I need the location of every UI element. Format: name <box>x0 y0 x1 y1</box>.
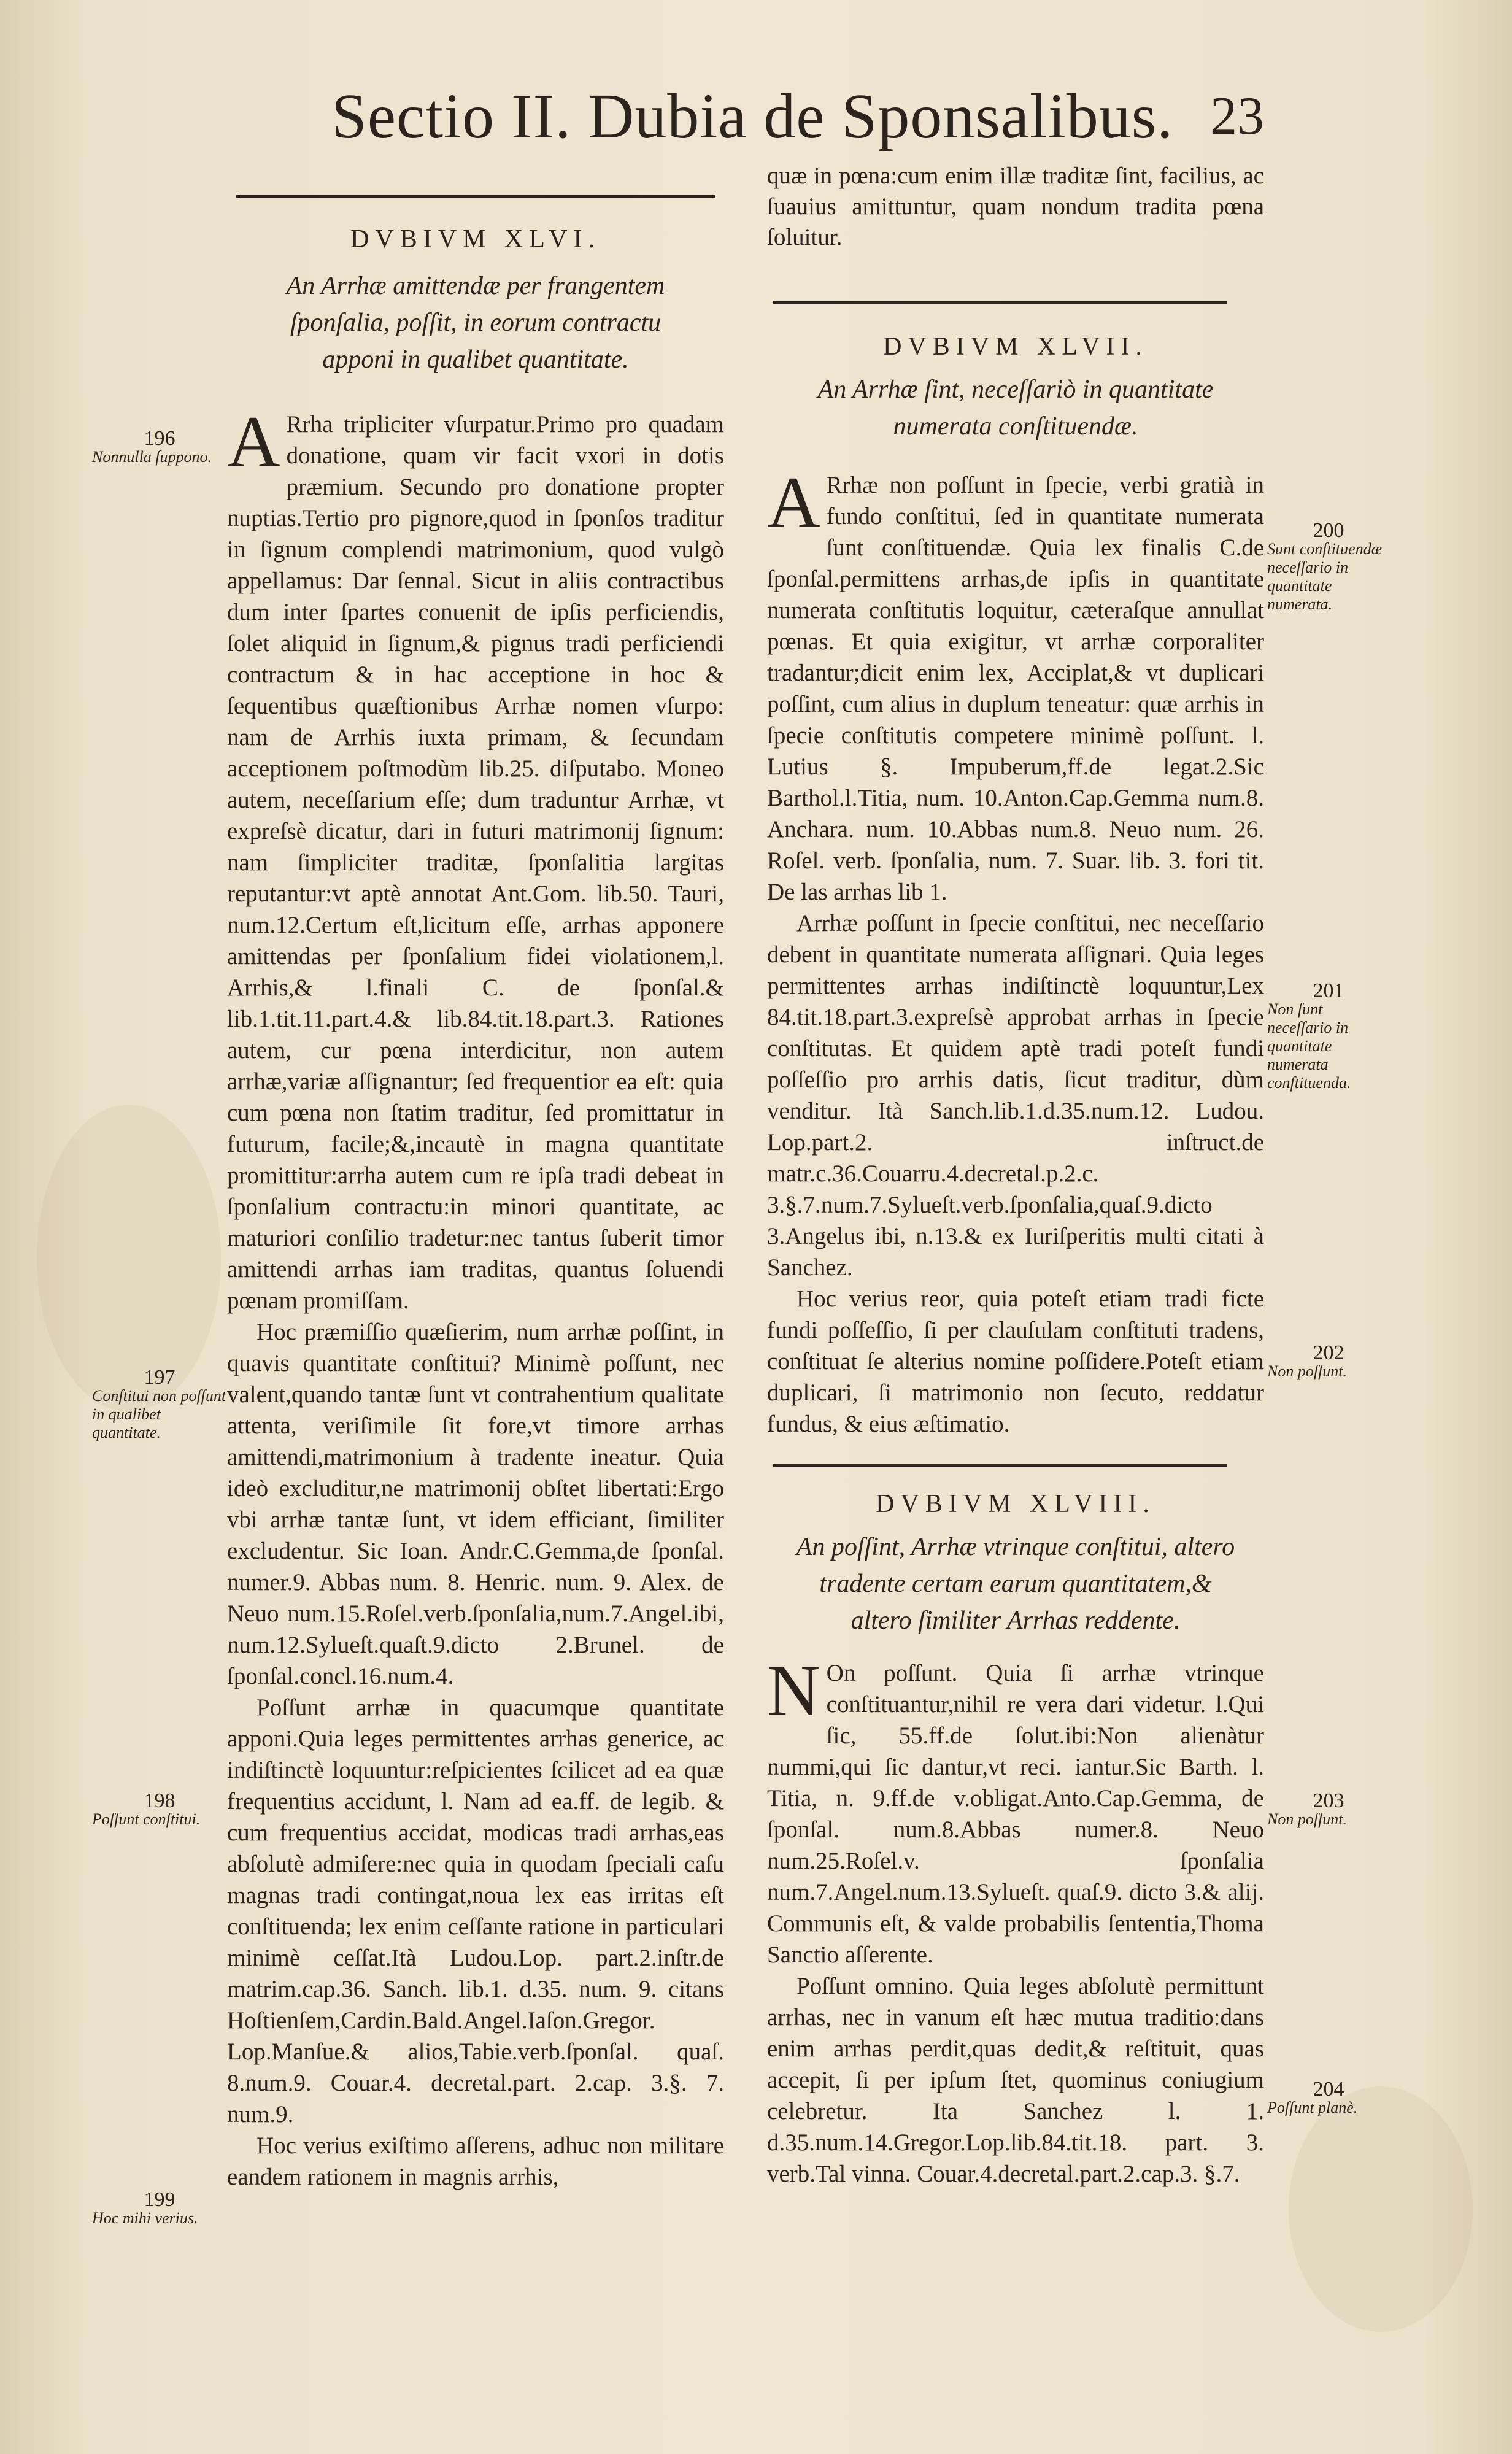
dubium-heading: DVBIVM XLVII. <box>883 333 1148 361</box>
drop-cap: A <box>767 461 820 543</box>
running-title: Sectio II. Dubia de Sponsalibus. <box>331 81 1174 152</box>
margin-note: 197 Conſtitui non poſſunt in qualibet quantitate. <box>92 1366 226 1441</box>
paragraph: Arrhæ poſſunt in ſpecie conſtitui, nec neceſſario debent in quantitate numerata aſſignari. Quia leges permittentes arrhas indiſtinctè loquuntur,Lex 84.tit.18.part.3.expreſsè approbat arrhas in ſpecie conſtitutas. Et quidem aptè tradi poteſt fundi poſſeſſio pro arrhis datis, ſicut traditur, dùm venditur. Ità Sanch.lib.1.d.35.num.12. Ludou. Lop.part.2. inſtruct.de matr.c.36.Couarru.4.decretal.p.2.c. 3.§.7.num.7.Sylueſt.verb.ſponſalia,quaſ.9.dicto 3.Angelus ibi, n.13.& ex Iuriſperitis multi citati à Sanchez. <box>767 910 1264 1281</box>
section-rule <box>773 1464 1227 1467</box>
section-rule <box>236 195 715 198</box>
left-column <box>227 195 724 2193</box>
section-rule <box>773 301 1227 304</box>
paragraph: Poſſunt omnino. Quia leges abſolutè permittunt arrhas, nec in vanum eſt hæc mutua traditio:dans enim arrhas perdit,quas dedit,& reſtituit, quas accepit, ſi per ipſum ſtet, quominus coniugium celebretur. Ita Sanchez l. 1. d.35.num.14.Gregor.Lop.lib.84.tit.18. part. 3. verb.Tal vinna. Couar.4.decretal.part.2.cap.3. §.7. <box>767 1973 1264 2187</box>
dubium-heading: DVBIVM XLVIII. <box>876 1490 1155 1518</box>
margin-note: 200 Sunt conſtituendæ neceſſario in quantitate numerata. <box>1267 519 1383 613</box>
paper-stain <box>1289 2086 1473 2332</box>
margin-note: 203 Non poſſunt. <box>1267 1789 1348 1828</box>
margin-note: 204 Poſſunt planè. <box>1267 2078 1358 2116</box>
paragraph: Hoc præmiſſio quæſierim, num arrhæ poſſint, in quavis quantitate conſtitui? Minimè poſſunt, nec valent,quando tantæ ſunt vt contrahentium qualitate attenta, veriſimile ſit fore,vt timore arrhas amittendi,matrimonium à tradente ineatur. Quia ideò excluditur,ne matrimonij obſtet libertati:Ergo vbi arrhæ tantæ ſunt, vt idem efficiant, ſimiliter excludentur. Sic Ioan. Andr.C.Gemma,de ſponſal. numer.9. Abbas num. 8. Henric. num. 9. Alex. de Neuo num.15.Roſel.verb.ſponſalia,num.7.Angel.ibi, num.12.Sylueſt.quaſt.9.dicto 2.Brunel. de ſponſal.concl.16.num.4. <box>227 1319 724 1689</box>
right-column <box>767 301 1264 2190</box>
margin-note: 202 Non poſſunt. <box>1267 1341 1348 1380</box>
continued-text: quæ in pœna:cum enim illæ traditæ ſint, facilius, ac ſuauius amittuntur, quam nondum tradita pœna ſoluitur. <box>767 163 1264 250</box>
dubium-heading: DVBIVM XLVI. <box>350 225 601 253</box>
margin-note: 199 Hoc mihi verius. <box>92 2188 198 2227</box>
paragraph: N On poſſunt. Quia ſi arrhæ vtrinque conſtituantur,nihil re vera dari videtur. l.Qui ſic, 55.ff.de ſolut.ibi:Non alienàtur nummi,qui ſic dantur,vt reci. iantur.Sic Barth. l. Titia, n. 9.ff.de v.obligat.Anto.Cap.Gemma, de ſponſal. num.8.Abbas numer.8. Neuo num.25.Roſel.v. ſponſalia num.7.Angel.num.13.Sylueſt. quaſ.9. dicto 3.& alij. Communis eſt, & valde probabilis ſententia,Thoma Sanctio aſſerente. <box>767 1650 1264 1968</box>
paragraph: A Rrha tripliciter vſurpatur.Primo pro quadam donatione, quam vir facit vxori in dotis præmium. Secundo pro donatione propter nuptias.Tertio pro pignore,quod in ſponſos traditur in ſignum complendi matrimonium, quod vulgò appellamus: Dar ſennal. Sicut in aliis contractibus dum inter ſpartes conuenit de ipſis perficiendis, ſolet aliquid in ſignum,& pignus tradi perficiendi contractum & in hac acceptione in hoc & ſequentibus quæſtionibus Arrhæ nomen vſurpo: nam de Arrhis iuxta primam, & ſecundam acceptionem poſtmodùm lib.25. diſputabo. Moneo autem, neceſſarium eſſe; dum traduntur Arrhæ, vt expreſsè dicatur, dari in futuri matrimonij ſignum: nam ſimpliciter traditæ, ſponſalitia largitas reputantur:vt aptè annotat Ant.Gom. lib.50. Tauri, num.12.Certum eſt,licitum eſſe, arrhas apponere amittendas per ſponſalium fidei violationem,l. Arrhis,& l.finali C. de ſponſal.& lib.1.tit.11.part.4.& lib.84.tit.18.part.3. Rationes autem, cur pœna interdicitur, non autem arrhæ,variæ aſſignantur; ſed frequentior ea eſt: quia cum pœna non ſtatim traditur, ſed promittatur in futurum, facile;&,incautè in magna quantitate promittitur:arrha autem cum re ipſa tradi debeat in ſponſalium contractu:in minori quantitate, ac maturiori conſilio tradetur:nec tantus ſuberit timor amittendi arrhas iam traditas, quantus ſoluendi pœnam promiſſam. <box>227 401 724 1314</box>
margin-note: 196 Nonnulla ſuppono. <box>92 427 212 466</box>
drop-cap: N <box>767 1650 820 1731</box>
paragraph: A Rrhæ non poſſunt in ſpecie, verbi gratià in fundo conſtitui, ſed in quantitate numerata ſunt conſtituendæ. Quia lex finalis C.de ſponſal.permittens arrhas,de ipſis in quantitate numerata conſtitutis loquitur, cæteraſque annullat pœnas. Et quia exigitur, vt arrhæ corporaliter tradantur;dicit enim lex, Acciplat,& vt duplicari poſſint, cum alius in duplum teneatur: quæ arrhis in ſpecie conſtitutis competere minimè poſſunt. l. Lutius §. Impuberum,ff.de legat.2.Sic Barthol.l.Titia, num. 10.Anton.Cap.Gemma num.8. Anchara. num. 10.Abbas num.8. Neuo num. 26. Roſel. verb. ſponſalia, num. 7. Suar. lib. 3. fori tit. De las arrhas lib 1. <box>767 461 1264 905</box>
page-header <box>331 77 1264 156</box>
margin-note: 198 Poſſunt conſtitui. <box>92 1789 201 1828</box>
paragraph: Hoc verius exiſtimo aſſerens, adhuc non militare eandem rationem in magnis arrhis, <box>227 2132 724 2190</box>
dubium-question: An Arrhæ amittendæ per frangentem ſponſalia, poſſit, in eorum contractu apponi in qualibet quantitate. <box>286 272 665 374</box>
paragraph: Poſſunt arrhæ in quacumque quantitate apponi.Quia leges permittentes arrhas generice, ac indiſtinctè loquuntur:reſpicientes ſcilicet ad ea quæ frequentius accidunt, l. Nam ad ea.ff. de legib. & cum frequentius accidat, modicas tradi arrhas,eas abſolutè admiſere:nec quia in quodam ſpeciali caſu magnas tradi contingat,noua lex eas irritas eſt conſtituenda; lex enim ceſſante ratione in particulari minimè ceſſat.Ità Ludou.Lop. part.2.inſtr.de matrim.cap.36. Sanch. lib.1. d.35. num. 9. citans Hoſtienſem,Cardin.Bald.Angel.Iaſon.Gregor. Lop.Manſue.& alios,Tabie.verb.ſponſal. quaſ. 8.num.9. Couar.4. decretal.part. 2.cap. 3.§. 7. num.9. <box>227 1694 724 2128</box>
margin-note: 201 Non ſunt neceſſario in quantitate numerata conſtituenda. <box>1267 979 1351 1092</box>
paragraph: Hoc verius reor, quia poteſt etiam tradi ficte fundi poſſeſſio, ſi per clauſulam conſtituti tradens, conſtituat ſe alterius nomine poſſidere.Poteſt etiam duplicari, ſi matrimonio non ſecuto, reddatur fundus, & eius æſtimatio. <box>767 1286 1264 1437</box>
drop-cap: A <box>227 401 280 482</box>
page-number: 23 <box>1210 87 1264 146</box>
dubium-question: An poſſint, Arrhæ vtrinque conſtitui, altero tradente certam earum quantitatem,& altero ſimiliter Arrhas reddente. <box>796 1533 1235 1635</box>
paper-stain <box>37 1105 221 1411</box>
dubium-question: An Arrhæ ſint, neceſſariò in quantitate numerata conſtituendæ. <box>817 376 1214 441</box>
